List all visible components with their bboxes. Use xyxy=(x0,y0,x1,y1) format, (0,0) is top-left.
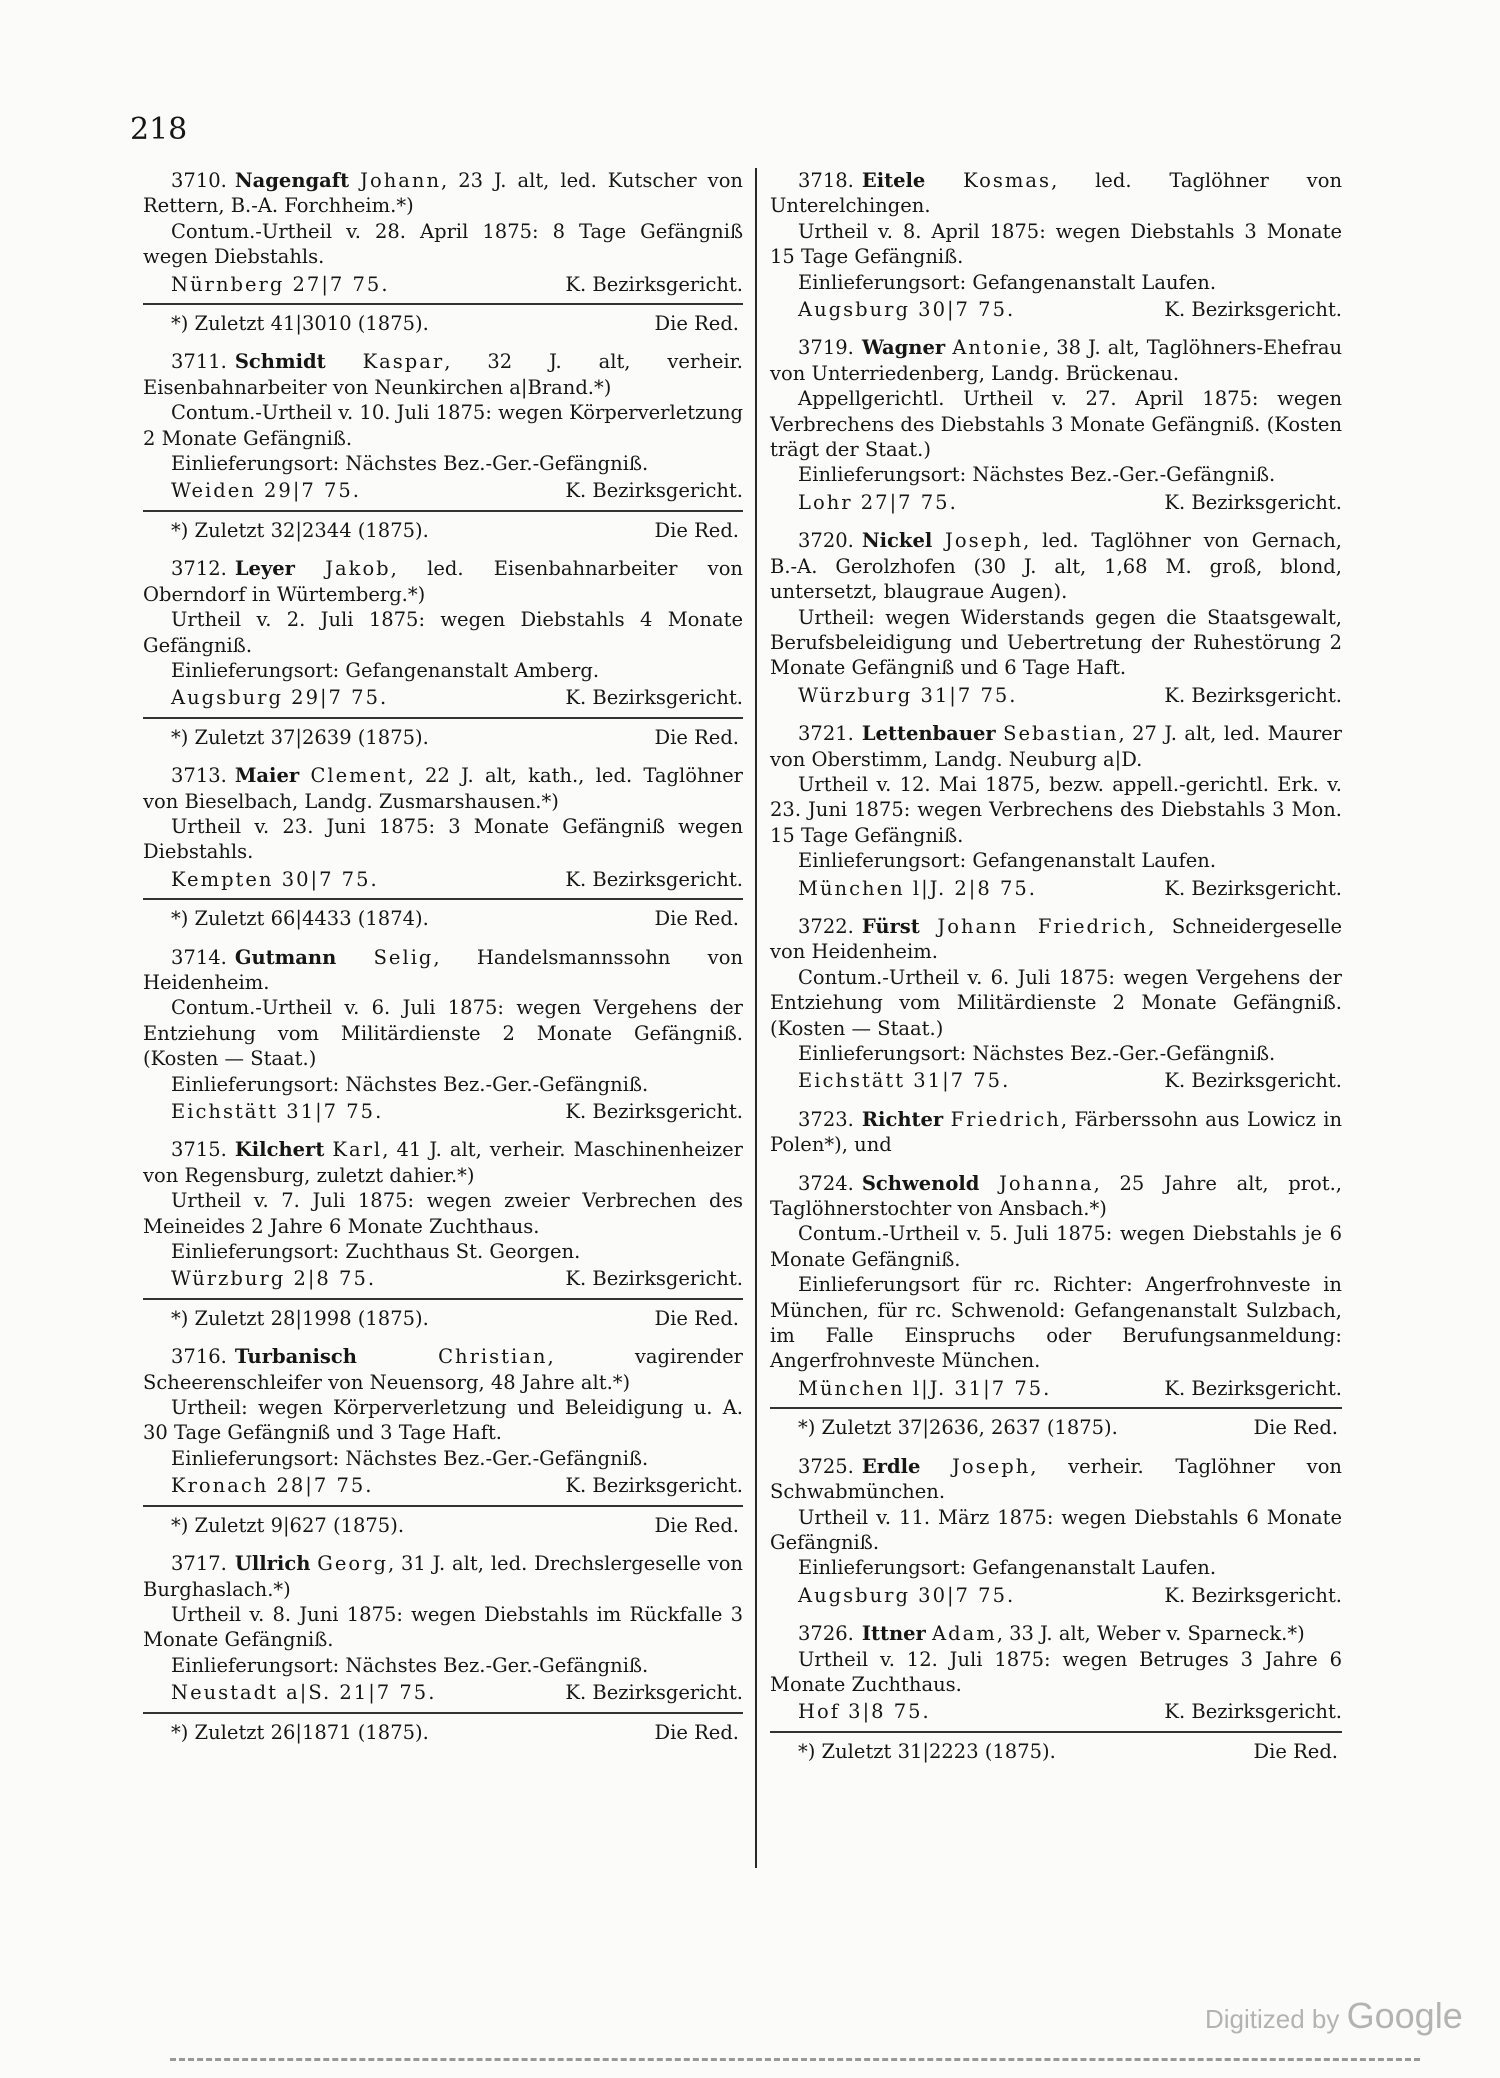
place-date: Hof 3|8 75. xyxy=(798,1700,931,1724)
surname: Fürst xyxy=(861,914,920,938)
register-entry xyxy=(770,335,1342,515)
court-name: K. Bezirksgericht. xyxy=(565,479,743,503)
footnote-editor: Die Red. xyxy=(654,725,739,749)
entry-heading xyxy=(770,335,1342,386)
entry-heading xyxy=(143,1344,743,1395)
entry-number: 3721. xyxy=(798,722,854,746)
issuing-court-line xyxy=(770,1376,1342,1401)
digitization-attribution xyxy=(1205,1995,1463,2037)
entry-heading xyxy=(770,168,1342,219)
entry-heading xyxy=(770,721,1342,772)
place-date: Augsburg 29|7 75. xyxy=(171,686,389,710)
person-description: , led. Eisenbahnarbeiter von Oberndorf in Würtemberg.*) xyxy=(143,557,743,606)
entry-paragraph: Urtheil: wegen Widerstands gegen die Staatsgewalt, Berufsbeleidigung und Uebertretung der Ruhestörung 2 Monate Gefängniß und 6 Tage Haft. xyxy=(770,605,1342,680)
entry-paragraph: Einlieferungsort für rc. Richter: Angerfrohnveste in München, für rc. Schwenold: Gefangenanstalt Sulzbach, im Falle Einspruchs oder Berufungsanmeldung: Angerfrohnveste München. xyxy=(770,1273,1342,1373)
entry-heading xyxy=(770,914,1342,965)
surname: Ullrich xyxy=(234,1552,311,1576)
issuing-court-line xyxy=(143,1680,743,1705)
person-description: , 38 J. alt, Taglöhners-Ehefrau von Unterriedenberg, Landg. Brückenau. xyxy=(770,336,1343,385)
person-description: , 31 J. alt, led. Drechslergeselle von Burghaslach.*) xyxy=(143,1552,743,1601)
register-entry xyxy=(143,349,743,543)
court-name: K. Bezirksgericht. xyxy=(1164,683,1342,707)
place-date: Kronach 28|7 75. xyxy=(171,1474,374,1498)
entry-number: 3719. xyxy=(798,336,854,360)
given-name: Jakob xyxy=(325,557,391,581)
register-entry xyxy=(770,1107,1342,1158)
footnote-editor: Die Red. xyxy=(654,312,739,336)
entry-heading xyxy=(770,1107,1342,1158)
page-number: 218 xyxy=(130,112,188,147)
issuing-court-line xyxy=(770,683,1342,708)
issuing-court-line xyxy=(143,1099,743,1124)
person-description: , 32 J. alt, verheir. Eisenbahnarbeiter von Neunkirchen a|Brand.*) xyxy=(143,350,744,399)
entry-paragraph: Urtheil v. 8. April 1875: wegen Diebstahls 3 Monate 15 Tage Gefängniß. xyxy=(770,219,1342,269)
court-name: K. Bezirksgericht. xyxy=(565,1474,743,1498)
given-name: Antonie xyxy=(952,336,1043,360)
court-name: K. Bezirksgericht. xyxy=(565,1267,743,1291)
register-entry xyxy=(770,528,1342,708)
entry-paragraph: Urtheil v. 11. März 1875: wegen Diebstahls 6 Monate Gefängniß. xyxy=(770,1505,1342,1554)
entry-paragraph: Einlieferungsort: Gefangenanstalt Laufen. xyxy=(798,270,1217,294)
entry-paragraph: Appellgerichtl. Urtheil v. 27. April 1875: wegen Verbrechens des Diebstahls 3 Monate Gefängniß. (Kosten trägt der Staat.) xyxy=(770,387,1342,462)
given-name: Kaspar xyxy=(362,350,445,374)
entry-heading xyxy=(770,1454,1342,1505)
footnote-text: *) Zuletzt 28|1998 (1875). xyxy=(171,1306,429,1330)
register-entry xyxy=(770,168,1342,322)
editor-footnote xyxy=(143,303,743,336)
given-name: Selig xyxy=(373,945,434,969)
entry-paragraph: Urtheil: wegen Körperverletzung und Beleidigung u. A. 30 Tage Gefängniß und 3 Tage Haft. xyxy=(143,1396,743,1445)
person-description: , Färberssohn aus Lowicz in Polen*), und xyxy=(770,1107,1342,1157)
place-date: Eichstätt 31|7 75. xyxy=(798,1069,1011,1093)
entry-number: 3712. xyxy=(171,557,227,581)
issuing-court-line xyxy=(770,1699,1342,1724)
register-entry xyxy=(770,1621,1342,1764)
entry-number: 3710. xyxy=(171,169,227,192)
entry-paragraph: Contum.-Urtheil v. 6. Juli 1875: wegen Vergehens der Entziehung vom Militärdienste 2 Monate Gefängniß. (Kosten — Staat.) xyxy=(143,996,743,1071)
court-name: K. Bezirksgericht. xyxy=(565,686,743,710)
entry-paragraph: Einlieferungsort: Nächstes Bez.-Ger.-Gefängniß. xyxy=(171,1446,649,1470)
surname: Gutmann xyxy=(234,945,337,969)
person-description: , 25 Jahre alt, prot., Taglöhnerstochter von Ansbach.*) xyxy=(770,1171,1343,1221)
entry-heading xyxy=(143,349,743,400)
surname: Wagner xyxy=(861,336,946,360)
entry-heading xyxy=(143,763,743,814)
person-description: , led. Taglöhner von Unterelchingen. xyxy=(770,169,1343,218)
person-description: , Handelsmannssohn von Heidenheim. xyxy=(143,945,743,994)
register-entry xyxy=(770,721,1342,901)
given-name: Georg xyxy=(317,1552,388,1576)
entry-paragraph: Urtheil v. 7. Juli 1875: wegen zweier Verbrechen des Meineides 2 Jahre 6 Monate Zuchthaus. xyxy=(143,1189,743,1238)
court-name: K. Bezirksgericht. xyxy=(1164,1069,1342,1093)
issuing-court-line xyxy=(143,478,743,503)
entry-heading xyxy=(143,168,743,219)
surname: Nagengaft xyxy=(234,169,350,192)
entry-paragraph: Einlieferungsort: Gefangenanstalt Laufen. xyxy=(798,849,1217,873)
given-name: Joseph xyxy=(945,529,1024,553)
person-description: , 22 J. alt, kath., led. Taglöhner von Bieselbach, Landg. Zusmarshausen.*) xyxy=(143,764,743,813)
right-column xyxy=(770,168,1342,1777)
given-name: Johann xyxy=(360,169,442,192)
footnote-editor: Die Red. xyxy=(654,1720,739,1744)
issuing-court-line xyxy=(770,876,1342,901)
court-name: K. Bezirksgericht. xyxy=(565,272,743,296)
editor-footnote xyxy=(770,1731,1342,1764)
entry-heading xyxy=(143,556,743,607)
surname: Richter xyxy=(861,1107,944,1131)
entry-paragraph: Einlieferungsort: Nächstes Bez.-Ger.-Gefängniß. xyxy=(171,1072,649,1096)
entry-paragraph: Einlieferungsort: Nächstes Bez.-Ger.-Gefängniß. xyxy=(171,452,649,476)
entry-paragraph: Urtheil v. 2. Juli 1875: wegen Diebstahls 4 Monate Gefängniß. xyxy=(143,608,743,657)
footnote-editor: Die Red. xyxy=(654,1513,739,1537)
editor-footnote xyxy=(143,1505,743,1538)
entry-heading xyxy=(770,1621,1342,1646)
register-entry xyxy=(143,1137,743,1331)
surname: Schwenold xyxy=(861,1171,980,1195)
surname: Ittner xyxy=(861,1622,926,1646)
entry-heading xyxy=(770,528,1342,604)
entry-number: 3725. xyxy=(798,1454,854,1478)
entry-heading xyxy=(143,1137,743,1188)
issuing-court-line xyxy=(143,272,743,297)
surname: Maier xyxy=(234,764,300,788)
issuing-court-line xyxy=(143,685,743,710)
place-date: Eichstätt 31|7 75. xyxy=(171,1100,384,1123)
court-name: K. Bezirksgericht. xyxy=(1164,1700,1342,1724)
issuing-court-line xyxy=(770,1583,1342,1608)
footnote-text: *) Zuletzt 37|2636, 2637 (1875). xyxy=(798,1416,1118,1440)
given-name: Sebastian xyxy=(1003,722,1119,746)
person-description: , 27 J. alt, led. Maurer von Oberstimm, Landg. Neuburg a|D. xyxy=(770,722,1342,771)
entry-number: 3711. xyxy=(171,350,227,374)
given-name: Johann Friedrich xyxy=(937,914,1149,938)
editor-footnote xyxy=(143,510,743,543)
place-date: München l|J. 2|8 75. xyxy=(798,876,1037,900)
footnote-text: *) Zuletzt 41|3010 (1875). xyxy=(171,312,429,336)
entry-paragraph: Einlieferungsort: Nächstes Bez.-Ger.-Gefängniß. xyxy=(171,1653,649,1677)
surname: Kilchert xyxy=(234,1138,325,1162)
court-name: K. Bezirksgericht. xyxy=(565,1681,743,1705)
given-name: Joseph xyxy=(952,1454,1031,1478)
issuing-court-line xyxy=(143,867,743,892)
entry-paragraph: Urtheil v. 12. Juli 1875: wegen Betruges 3 Jahre 6 Monate Zuchthaus. xyxy=(770,1647,1342,1696)
entry-paragraph: Einlieferungsort: Nächstes Bez.-Ger.-Gefängniß. xyxy=(798,1042,1276,1065)
given-name: Johanna xyxy=(999,1171,1094,1195)
person-description: , led. Taglöhner von Gernach, B.-A. Gerolzhofen (30 J. alt, 1,68 M. groß, blond, untersetzt, blaugraue Augen). xyxy=(770,529,1342,604)
attribution-brand: Google xyxy=(1346,1995,1463,2036)
place-date: Kempten 30|7 75. xyxy=(171,867,379,891)
footnote-editor: Die Red. xyxy=(1253,1416,1338,1440)
person-description: , verheir. Taglöhner von Schwabmünchen. xyxy=(770,1454,1342,1504)
issuing-court-line xyxy=(770,1068,1342,1093)
register-entry xyxy=(143,1551,743,1745)
left-column xyxy=(143,168,743,1758)
issuing-court-line xyxy=(143,1473,743,1498)
court-name: K. Bezirksgericht. xyxy=(1164,1583,1342,1607)
entry-paragraph: Urtheil v. 8. Juni 1875: wegen Diebstahls im Rückfalle 3 Monate Gefängniß. xyxy=(143,1602,743,1652)
column-divider xyxy=(755,168,757,1868)
place-date: Lohr 27|7 75. xyxy=(798,490,958,514)
entry-number: 3713. xyxy=(171,764,227,788)
given-name: Clement xyxy=(310,764,408,788)
surname: Turbanisch xyxy=(234,1345,357,1369)
issuing-court-line xyxy=(770,490,1342,515)
entry-number: 3726. xyxy=(798,1622,854,1646)
entry-paragraph: Einlieferungsort: Gefangenanstalt Laufen. xyxy=(798,1556,1217,1580)
entry-number: 3714. xyxy=(171,945,227,969)
register-entry xyxy=(143,168,743,336)
footnote-text: *) Zuletzt 66|4433 (1874). xyxy=(171,907,429,931)
court-name: K. Bezirksgericht. xyxy=(1164,298,1342,322)
given-name: Friedrich xyxy=(950,1107,1061,1131)
place-date: München l|J. 31|7 75. xyxy=(798,1376,1052,1400)
entry-heading xyxy=(143,945,743,996)
entry-heading xyxy=(143,1551,743,1602)
footnote-editor: Die Red. xyxy=(654,518,739,542)
court-name: K. Bezirksgericht. xyxy=(565,1100,743,1123)
entry-paragraph: Einlieferungsort: Zuchthaus St. Georgen. xyxy=(171,1240,581,1264)
entry-paragraph: Einlieferungsort: Nächstes Bez.-Ger.-Gefängniß. xyxy=(798,463,1276,487)
given-name: Karl xyxy=(332,1138,383,1162)
register-entry xyxy=(770,914,1342,1094)
footnote-text: *) Zuletzt 31|2223 (1875). xyxy=(798,1739,1056,1763)
entry-heading xyxy=(770,1171,1342,1222)
register-entry xyxy=(143,1344,743,1538)
entry-number: 3716. xyxy=(171,1345,227,1369)
footnote-text: *) Zuletzt 9|627 (1875). xyxy=(171,1513,405,1537)
footnote-editor: Die Red. xyxy=(1253,1739,1338,1763)
court-name: K. Bezirksgericht. xyxy=(1164,876,1342,900)
given-name: Christian xyxy=(438,1345,548,1369)
entry-number: 3717. xyxy=(171,1552,227,1576)
entry-paragraph: Urtheil v. 12. Mai 1875, bezw. appell.-gerichtl. Erk. v. 23. Juni 1875: wegen Verbrechens des Diebstahls 3 Mon. 15 Tage Gefängniß. xyxy=(770,772,1342,847)
court-name: K. Bezirksgericht. xyxy=(1164,1376,1342,1400)
surname: Erdle xyxy=(861,1454,921,1478)
entry-number: 3722. xyxy=(798,914,854,938)
register-entry xyxy=(770,1454,1342,1608)
entry-number: 3715. xyxy=(171,1138,227,1162)
place-date: Augsburg 30|7 75. xyxy=(798,298,1016,322)
person-description: , 23 J. alt, led. Kutscher von Rettern, B.-A. Forchheim.*) xyxy=(143,169,743,218)
register-entry xyxy=(770,1171,1342,1441)
entry-paragraph: Contum.-Urtheil v. 10. Juli 1875: wegen Körperverletzung 2 Monate Gefängniß. xyxy=(143,401,743,450)
surname: Eitele xyxy=(861,169,926,192)
place-date: Würzburg 2|8 75. xyxy=(171,1267,377,1291)
place-date: Nürnberg 27|7 75. xyxy=(171,272,390,296)
surname: Nickel xyxy=(861,529,933,553)
surname: Leyer xyxy=(234,557,295,581)
editor-footnote xyxy=(143,1712,743,1745)
footnote-editor: Die Red. xyxy=(654,907,739,931)
footnote-text: *) Zuletzt 26|1871 (1875). xyxy=(171,1720,429,1744)
footnote-text: *) Zuletzt 37|2639 (1875). xyxy=(171,725,429,749)
person-description: , vagirender Scheerenschleifer von Neuensorg, 48 Jahre alt.*) xyxy=(143,1345,743,1394)
place-date: Neustadt a|S. 21|7 75. xyxy=(171,1681,437,1705)
editor-footnote xyxy=(143,1298,743,1331)
entry-number: 3723. xyxy=(798,1107,854,1131)
editor-footnote xyxy=(143,717,743,750)
footnote-text: *) Zuletzt 32|2344 (1875). xyxy=(171,518,429,542)
surname: Lettenbauer xyxy=(861,722,996,746)
entry-paragraph: Einlieferungsort: Gefangenanstalt Amberg. xyxy=(171,658,600,682)
issuing-court-line xyxy=(770,297,1342,322)
surname: Schmidt xyxy=(234,350,326,374)
court-name: K. Bezirksgericht. xyxy=(565,867,743,891)
given-name: Adam xyxy=(932,1622,997,1646)
register-entry xyxy=(143,556,743,750)
entry-number: 3718. xyxy=(798,169,854,192)
entry-paragraph: Contum.-Urtheil v. 28. April 1875: 8 Tage Gefängniß wegen Diebstahls. xyxy=(143,219,743,269)
court-name: K. Bezirksgericht. xyxy=(1164,490,1342,514)
entry-paragraph: Contum.-Urtheil v. 6. Juli 1875: wegen Vergehens der Entziehung vom Militärdienste 2 Monate Gefängniß. (Kosten — Staat.) xyxy=(770,965,1342,1040)
entry-paragraph: Urtheil v. 23. Juni 1875: 3 Monate Gefängniß wegen Diebstahls. xyxy=(143,814,743,864)
footnote-editor: Die Red. xyxy=(654,1306,739,1330)
place-date: Augsburg 30|7 75. xyxy=(798,1583,1016,1607)
register-entry xyxy=(143,945,743,1125)
given-name: Kosmas xyxy=(963,169,1052,192)
editor-footnote xyxy=(770,1407,1342,1440)
person-description: , Schneidergeselle von Heidenheim. xyxy=(770,914,1342,964)
entry-number: 3720. xyxy=(798,529,854,553)
issuing-court-line xyxy=(143,1266,743,1291)
editor-footnote xyxy=(143,898,743,931)
person-description: , 41 J. alt, verheir. Maschinenheizer von Regensburg, zuletzt dahier.*) xyxy=(143,1138,743,1187)
scan-edge-artifact xyxy=(170,2058,1420,2061)
attribution-prefix: Digitized by xyxy=(1205,2004,1340,2034)
register-entry xyxy=(143,763,743,931)
person-description: , 33 J. alt, Weber v. Sparneck.*) xyxy=(996,1622,1305,1646)
place-date: Würzburg 31|7 75. xyxy=(798,683,1018,707)
entry-number: 3724. xyxy=(798,1171,854,1195)
place-date: Weiden 29|7 75. xyxy=(171,479,362,503)
entry-paragraph: Contum.-Urtheil v. 5. Juli 1875: wegen Diebstahls je 6 Monate Gefängniß. xyxy=(770,1222,1342,1271)
